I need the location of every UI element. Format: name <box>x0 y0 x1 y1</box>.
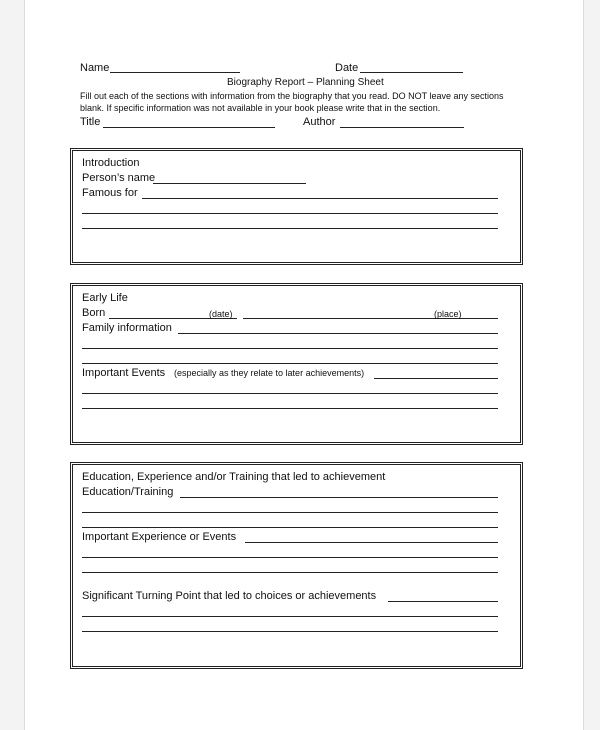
writing-line[interactable] <box>82 572 498 573</box>
writing-line[interactable] <box>82 348 498 349</box>
book-title-label: Title <box>80 116 101 128</box>
writing-line[interactable] <box>82 393 498 394</box>
famous-for-label: Famous for <box>82 187 138 199</box>
author-field[interactable] <box>340 127 464 128</box>
name-field[interactable] <box>110 72 240 73</box>
author-label: Author <box>303 116 336 128</box>
important-events-field[interactable] <box>374 378 498 379</box>
important-events-hint: (especially as they relate to later achievements) <box>174 368 365 378</box>
date-hint: (date) <box>209 309 233 319</box>
persons-name-label: Person’s name <box>82 172 156 184</box>
famous-for-field[interactable] <box>142 198 498 199</box>
turning-point-field[interactable] <box>388 601 498 602</box>
turning-point-label: Significant Turning Point that led to choices or achievements <box>82 590 377 602</box>
persons-name-field[interactable] <box>153 183 306 184</box>
important-experience-field[interactable] <box>245 542 498 543</box>
important-events-label: Important Events <box>82 367 166 379</box>
writing-line[interactable] <box>82 228 498 229</box>
page-title: Biography Report – Planning Sheet <box>227 77 384 88</box>
date-label: Date <box>335 62 359 74</box>
important-experience-label: Important Experience or Events <box>82 531 237 543</box>
writing-line[interactable] <box>82 527 498 528</box>
early-life-heading: Early Life <box>82 292 128 304</box>
date-field[interactable] <box>360 72 463 73</box>
writing-line[interactable] <box>82 616 498 617</box>
book-title-field[interactable] <box>103 127 275 128</box>
family-info-label: Family information <box>82 322 172 334</box>
writing-line[interactable] <box>82 408 498 409</box>
family-info-field[interactable] <box>178 333 498 334</box>
born-label: Born <box>82 307 106 319</box>
writing-line[interactable] <box>82 363 498 364</box>
writing-line[interactable] <box>82 213 498 214</box>
introduction-heading: Introduction <box>82 157 140 169</box>
early-life-section <box>70 283 523 445</box>
education-heading: Education, Experience and/or Training that led to achievement <box>82 471 386 483</box>
name-label: Name <box>80 62 110 74</box>
place-hint: (place) <box>434 309 462 319</box>
education-training-field[interactable] <box>180 497 498 498</box>
instructions-line-1: Fill out each of the sections with information from the biography that you read. DO NOT leave any sections <box>80 91 504 101</box>
instructions-line-2: blank. If specific information was not available in your book please write that in the section. <box>80 103 441 113</box>
writing-line[interactable] <box>82 512 498 513</box>
writing-line[interactable] <box>82 557 498 558</box>
education-training-label: Education/Training <box>82 486 174 498</box>
writing-line[interactable] <box>82 631 498 632</box>
